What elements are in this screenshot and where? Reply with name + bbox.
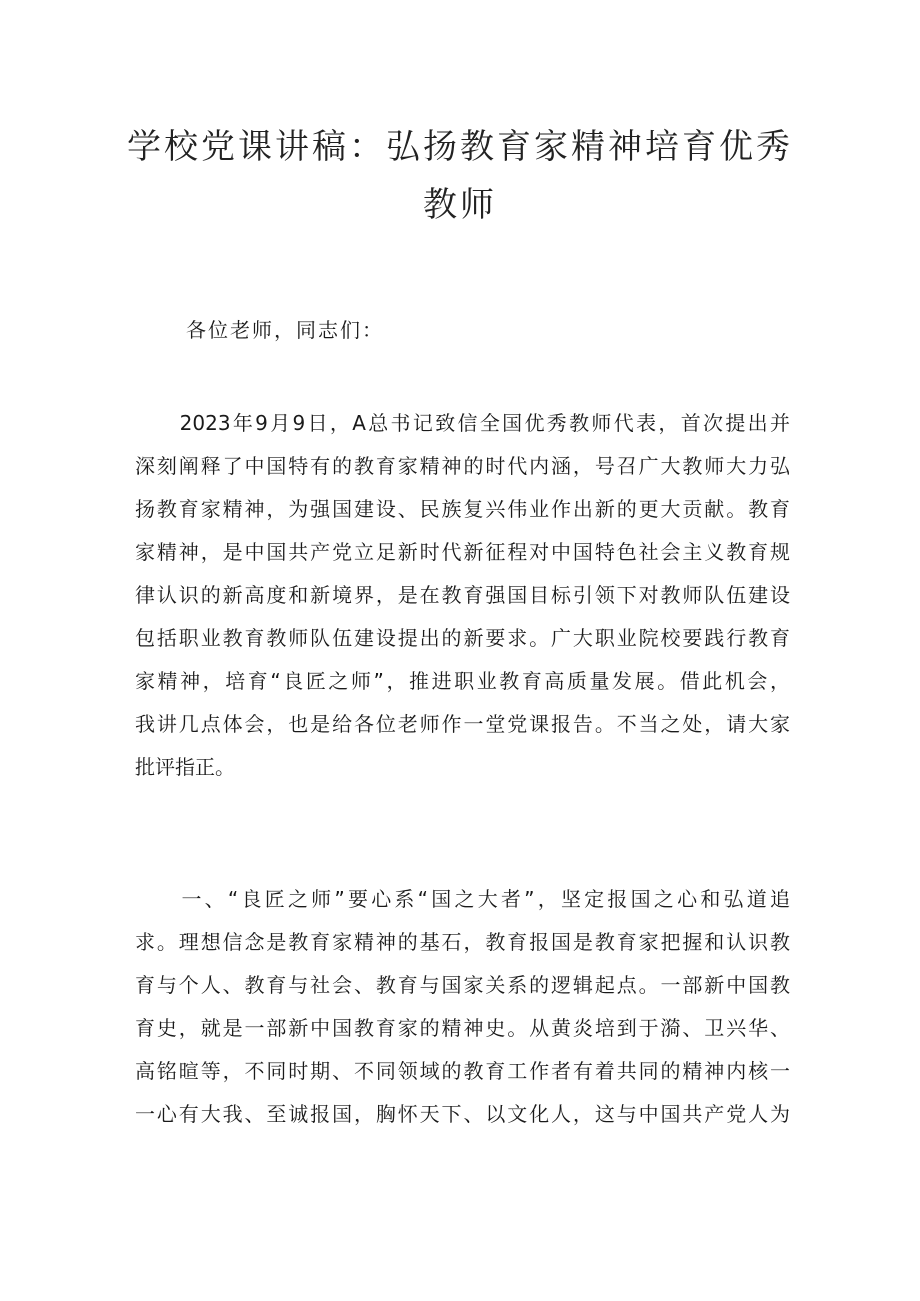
greeting: 各位老师，同志们： xyxy=(186,318,384,342)
paragraph-line: 家精神，培育“良匠之师”，推进职业教育高质量发展。借此机会， xyxy=(135,669,790,693)
paragraph-line: 求。理想信念是教育家精神的基石，教育报国是教育家把握和认识教 xyxy=(135,930,790,954)
paragraph-line: 律认识的新高度和新境界，是在教育强国目标引领下对教师队伍建设 xyxy=(135,583,790,607)
paragraph-line: 家精神，是中国共产党立足新时代新征程对中国特色社会主义教育规 xyxy=(135,540,790,564)
paragraph-line: 一、“良匠之师”要心系“国之大者”，坚定报国之心和弘道追 xyxy=(135,887,790,911)
paragraph-section-one xyxy=(135,878,790,1136)
paragraph-line: 高铭暄等，不同时期、不同领域的教育工作者有着共同的精神内核一 xyxy=(135,1059,790,1083)
paragraph-line: 批评指正。 xyxy=(135,755,235,779)
paragraph-line: 深刻阐释了中国特有的教育家精神的时代内涵，号召广大教师大力弘 xyxy=(135,454,790,478)
paragraph-intro xyxy=(135,402,790,789)
title-line-2: 教师 xyxy=(423,185,497,225)
paragraph-line: 我讲几点体会，也是给各位老师作一堂党课报告。不当之处，请大家 xyxy=(135,712,790,736)
paragraph-line: 育史，就是一部新中国教育家的精神史。从黄炎培到于漪、卫兴华、 xyxy=(135,1016,790,1040)
paragraph-line: 2023年9月9日，A总书记致信全国优秀教师代表，首次提出并 xyxy=(135,411,790,435)
paragraph-line: 包括职业教育教师队伍建设提出的新要求。广大职业院校要践行教育 xyxy=(135,626,790,650)
title-line-1: 学校党课讲稿：弘扬教育家精神培育优秀 xyxy=(127,127,793,167)
paragraph-line: 扬教育家精神，为强国建设、民族复兴伟业作出新的更大贡献。教育 xyxy=(135,497,790,521)
paragraph-line: 育与个人、教育与社会、教育与国家关系的逻辑起点。一部新中国教 xyxy=(135,973,790,997)
paragraph-line: 一心有大我、至诚报国，胸怀天下、以文化人，这与中国共产党人为 xyxy=(135,1102,790,1126)
document-title xyxy=(120,118,800,234)
